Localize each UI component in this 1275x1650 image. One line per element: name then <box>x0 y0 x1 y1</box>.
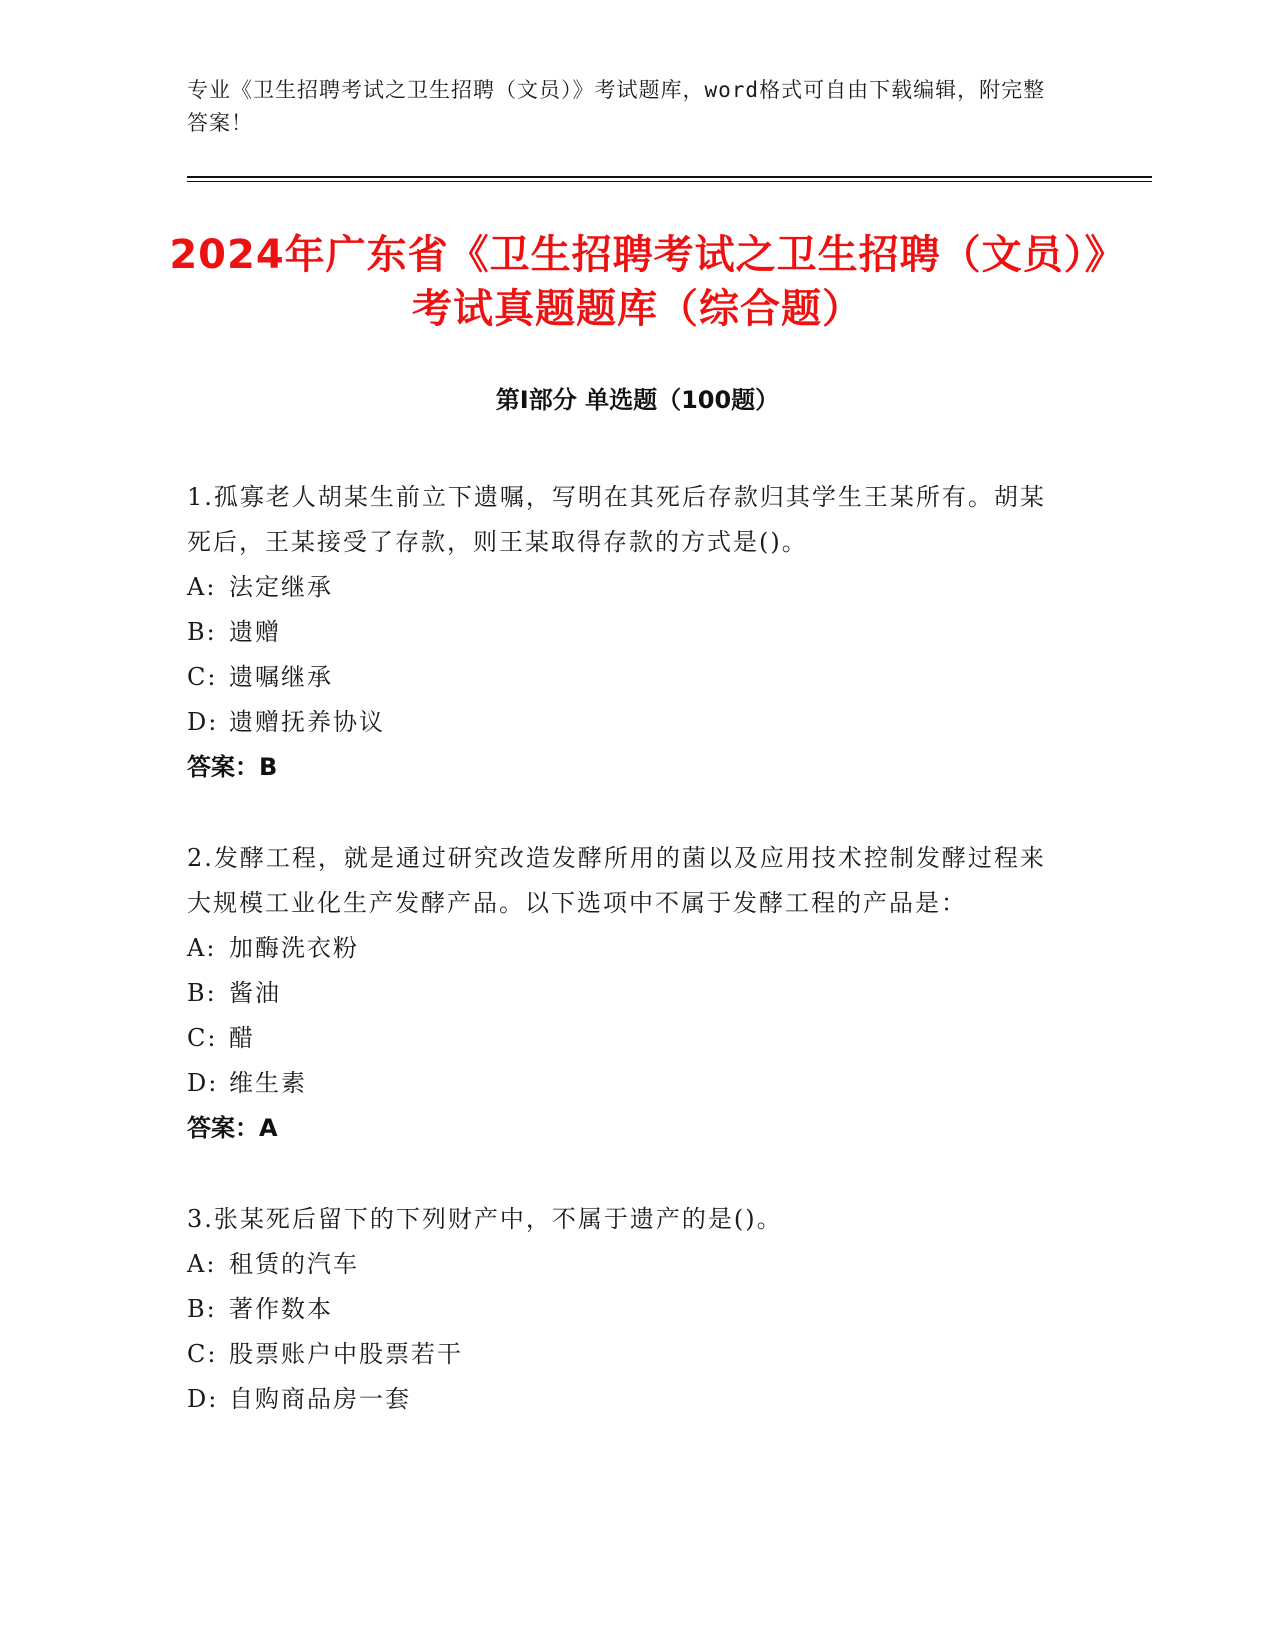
option-b <box>187 610 1057 655</box>
option-key: B: <box>187 979 217 1007</box>
option-text: 租赁的汽车 <box>229 1250 359 1278</box>
option-a <box>187 1242 1057 1287</box>
option-a <box>187 565 1057 610</box>
option-key: D: <box>187 1385 219 1413</box>
question-stem: 2.发酵工程，就是通过研究改造发酵所用的菌以及应用技术控制发酵过程来大规模工业化生产发酵产品。以下选项中不属于发酵工程的产品是： <box>187 844 1046 917</box>
answer-line: 答案：A <box>187 1114 278 1142</box>
option-text: 遗赠抚养协议 <box>229 708 385 736</box>
option-c <box>187 1016 1057 1061</box>
option-b <box>187 971 1057 1016</box>
option-key: B: <box>187 618 217 646</box>
option-a <box>187 926 1057 971</box>
option-key: C: <box>187 1340 218 1368</box>
option-d <box>187 1377 1057 1422</box>
option-key: D: <box>187 708 219 736</box>
option-text: 著作数本 <box>229 1295 333 1323</box>
option-key: A: <box>187 573 217 601</box>
option-key: D: <box>187 1069 219 1097</box>
header-divider-thick <box>187 176 1152 178</box>
option-d <box>187 1061 1057 1106</box>
option-text: 遗赠 <box>229 618 281 646</box>
document-title: 2024年广东省《卫生招聘考试之卫生招聘（文员）》考试真题题库（综合题） <box>169 232 1106 332</box>
option-key: B: <box>187 1295 217 1323</box>
option-key: C: <box>187 1024 218 1052</box>
header-divider-thin <box>187 181 1152 182</box>
option-key: A: <box>187 934 217 962</box>
answer-line: 答案：B <box>187 753 278 781</box>
option-key: C: <box>187 663 218 691</box>
option-text: 法定继承 <box>229 573 333 601</box>
section-title: 第Ⅰ部分 单选题（100题） <box>495 386 780 414</box>
option-b <box>187 1287 1057 1332</box>
option-text: 自购商品房一套 <box>229 1385 411 1413</box>
option-text: 股票账户中股票若干 <box>229 1340 463 1368</box>
option-d <box>187 700 1057 745</box>
option-text: 维生素 <box>229 1069 307 1097</box>
option-text: 加酶洗衣粉 <box>229 934 359 962</box>
option-key: A: <box>187 1250 217 1278</box>
option-c <box>187 1332 1057 1377</box>
question-1 <box>187 475 1057 790</box>
option-text: 遗嘱继承 <box>229 663 333 691</box>
option-text: 酱油 <box>229 979 281 1007</box>
question-2 <box>187 836 1057 1151</box>
option-text: 醋 <box>229 1024 255 1052</box>
question-stem: 3.张某死后留下的下列财产中，不属于遗产的是()。 <box>187 1205 783 1233</box>
question-stem: 1.孤寡老人胡某生前立下遗嘱，写明在其死后存款归其学生王某所有。胡某死后，王某接受了存款，则王某取得存款的方式是()。 <box>187 483 1046 556</box>
question-3 <box>187 1197 1057 1422</box>
option-c <box>187 655 1057 700</box>
header-note: 专业《卫生招聘考试之卫生招聘（文员）》考试题库，word格式可自由下载编辑，附完整答案！ <box>187 78 1046 135</box>
question-list <box>187 475 1057 1468</box>
